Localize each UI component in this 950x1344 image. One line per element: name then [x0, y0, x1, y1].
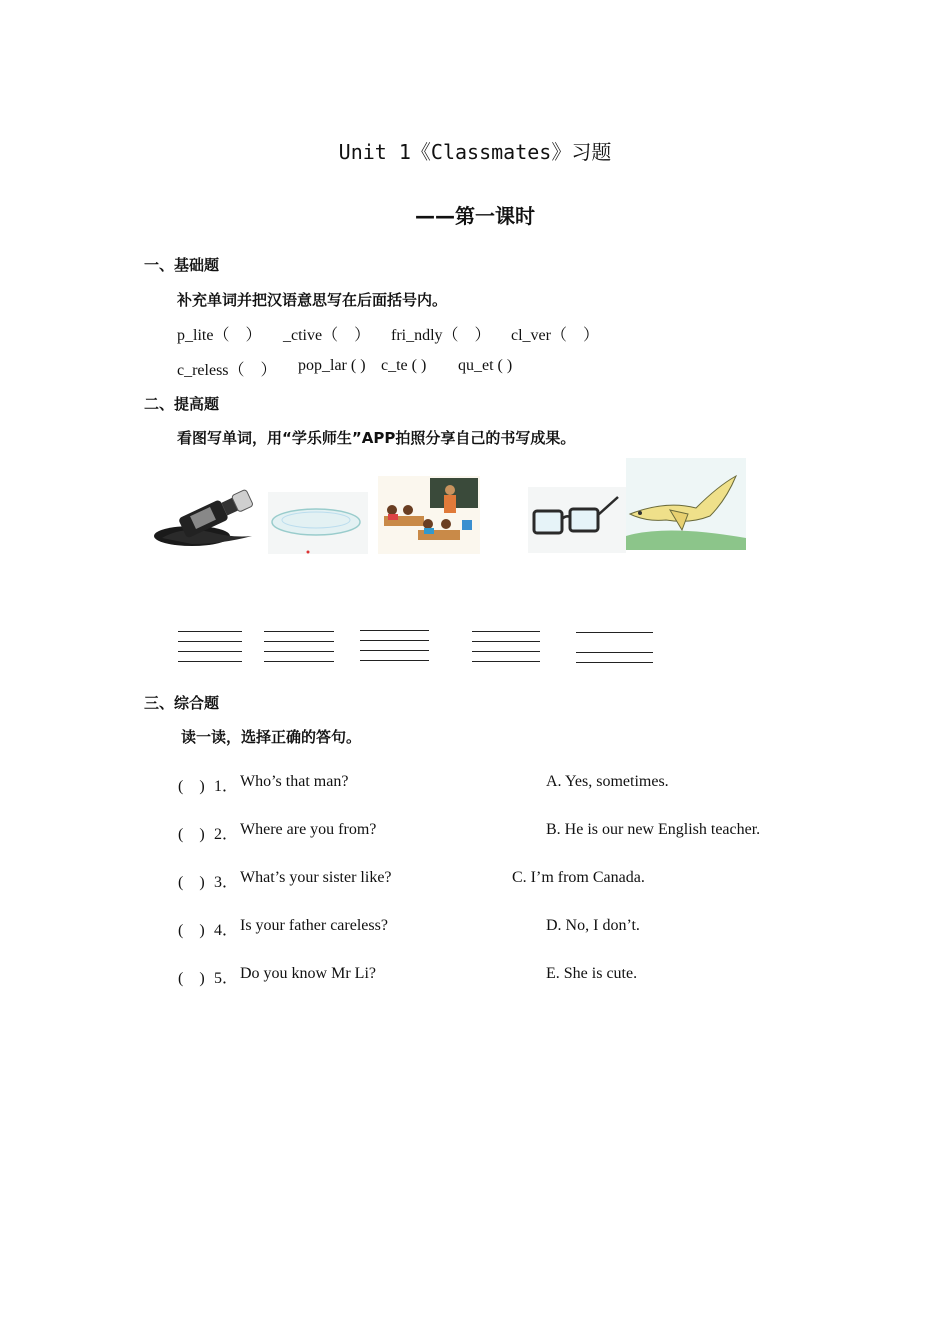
section1-instruction: 补充单词并把汉语意思写在后面括号内。	[177, 291, 448, 309]
word-blank: p_lite（ ）	[177, 327, 262, 344]
section1-heading: 一、基础题	[144, 256, 220, 274]
answer-option: C. I’m from Canada.	[512, 869, 645, 886]
section2-heading: 二、提高题	[144, 395, 220, 413]
answer-option: A. Yes, sometimes.	[546, 773, 669, 790]
classroom-icon	[378, 476, 480, 554]
section2-instruction: 看图写单词，用“学乐师生”APP拍照分享自己的书写成果。	[177, 429, 576, 447]
glasses-icon	[528, 487, 626, 553]
word-blank: cl_ver（ ）	[511, 327, 599, 344]
answer-option: D. No, I don’t.	[546, 917, 640, 934]
writing-lines[interactable]	[178, 631, 242, 671]
word-blank: pop_lar ( )	[298, 357, 366, 374]
word-blank: c_te ( )	[381, 357, 427, 374]
question-number: 1．	[214, 778, 239, 795]
flying-bird-icon	[626, 458, 746, 550]
question-text: What’s your sister like?	[240, 869, 392, 886]
section3-heading: 三、综合题	[144, 694, 220, 712]
writing-lines[interactable]	[360, 630, 429, 670]
question-number: 4．	[214, 922, 239, 939]
answer-bracket[interactable]: ( )	[178, 922, 205, 939]
answer-bracket[interactable]: ( )	[178, 874, 205, 891]
spilled-ink-bottle-icon	[152, 486, 260, 548]
answer-option: E. She is cute.	[546, 965, 638, 982]
answer-option: B. He is our new English teacher.	[546, 821, 761, 838]
question-number: 5．	[214, 970, 239, 987]
word-blank: _ctive（ ）	[283, 327, 371, 344]
question-text: Is your father careless?	[240, 917, 388, 934]
page-title: Unit 1《Classmates》习题	[338, 140, 612, 164]
question-number: 2．	[214, 826, 239, 843]
word-blank: qu_et ( )	[458, 357, 513, 374]
word-blank: fri_ndly（ ）	[391, 327, 491, 344]
question-text: Who’s that man?	[240, 773, 349, 790]
glass-plate-icon	[268, 492, 368, 554]
writing-lines[interactable]	[264, 631, 334, 671]
answer-bracket[interactable]: ( )	[178, 970, 205, 987]
answer-bracket[interactable]: ( )	[178, 778, 205, 795]
question-number: 3．	[214, 874, 239, 891]
writing-lines[interactable]	[472, 631, 540, 671]
section3-instruction: 读一读，选择正确的答句。	[181, 728, 362, 746]
answer-bracket[interactable]: ( )	[178, 826, 205, 843]
word-blank: c_reless（ ）	[177, 362, 277, 379]
question-text: Do you know Mr Li?	[240, 965, 376, 982]
page-subtitle: ——第一课时	[415, 204, 535, 228]
writing-lines[interactable]	[576, 632, 653, 672]
question-text: Where are you from?	[240, 821, 377, 838]
